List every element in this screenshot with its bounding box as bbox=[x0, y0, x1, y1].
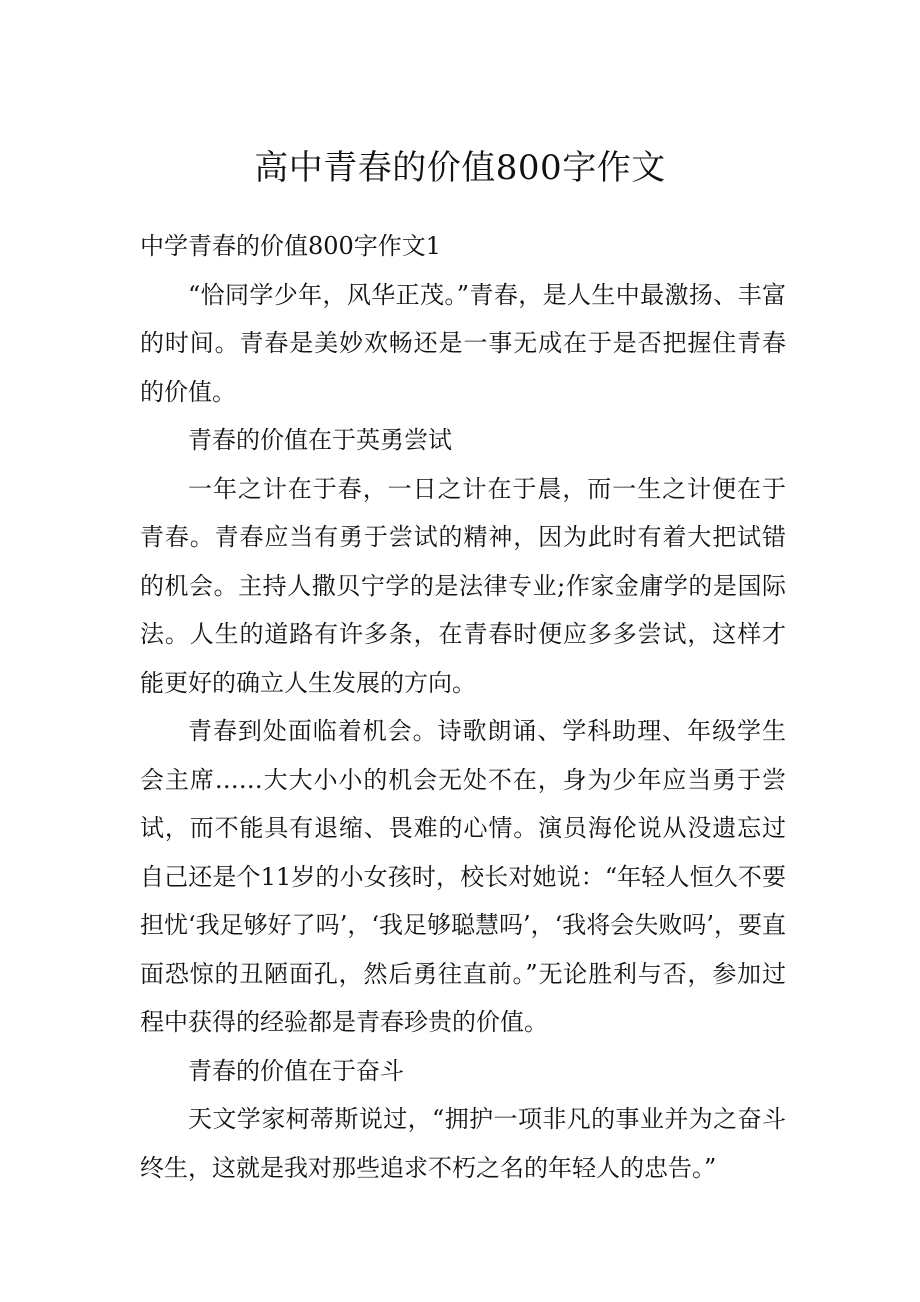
document-body bbox=[140, 222, 786, 1192]
section-heading: 青春的价值在于奋斗 bbox=[188, 1056, 404, 1085]
paragraph: 天文学家柯蒂斯说过，“拥护一项非凡的事业并为之奋斗终生，这就是我对那些追求不朽之名的年轻人的忠告。” bbox=[140, 1105, 786, 1182]
paragraph: “恰同学少年，风华正茂。”青春，是人生中最激扬、丰富的时间。青春是美妙欢畅还是一事无成在于是否把握住青春的价值。 bbox=[140, 280, 786, 406]
document-title: 高中青春的价值800字作文 bbox=[254, 148, 666, 188]
section-subtitle: 中学青春的价值800字作文1 bbox=[140, 232, 442, 260]
paragraph: 青春到处面临着机会。诗歌朗诵、学科助理、年级学生会主席……大大小小的机会无处不在，身为少年应当勇于尝试，而不能具有退缩、畏难的心情。演员海伦说从没遗忘过自己还是个11岁的小女孩时，校长对她说：“年轻人恒久不要担忧‘我足够好了吗’，‘我足够聪慧吗’，‘我将会失败吗’，要直面恐惊的丑陋面孔，然后勇往直前。”无论胜利与否，参加过程中获得的经验都是青春珍贵的价值。 bbox=[140, 717, 786, 1036]
paragraph: 一年之计在于春，一日之计在于晨，而一生之计便在于青春。青春应当有勇于尝试的精神，因为此时有着大把试错的机会。主持人撒贝宁学的是法律专业;作家金庸学的是国际法。人生的道路有许多条，在青春时便应多多尝试，这样才能更好的确立人生发展的方向。 bbox=[140, 474, 786, 697]
section-heading: 青春的价值在于英勇尝试 bbox=[188, 426, 452, 454]
